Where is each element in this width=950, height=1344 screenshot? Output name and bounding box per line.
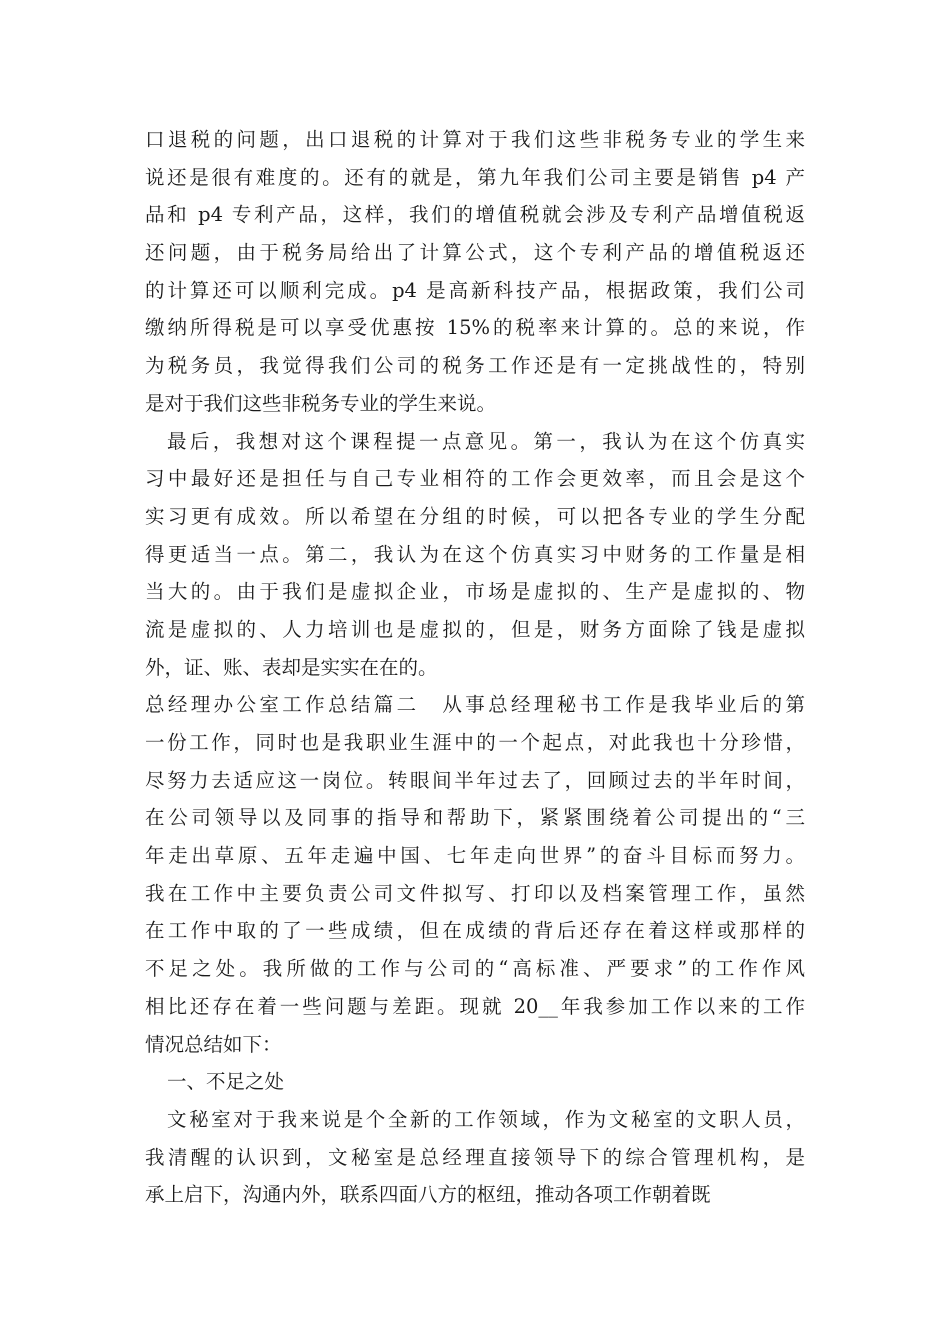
- text-line: 我在工作中主要负责公司文件拟写、打印以及档案管理工作，虽然: [145, 881, 805, 905]
- text-line: 习中最好还是担任与自己专业相符的工作会更效率，而且会是这个: [145, 467, 805, 491]
- text-line: 在工作中取的了一些成绩，但在成绩的背后还存在着这样或那样的: [145, 919, 805, 943]
- text-line: 尽努力去适应这一岗位。转眼间半年过去了，回顾过去的半年时间，: [145, 768, 805, 792]
- text-line: 不足之处。我所做的工作与公司的“高标准、严要求”的工作作风: [145, 957, 805, 981]
- text-line: 的计算还可以顺利完成。p4 是高新科技产品，根据政策，我们公司: [145, 278, 805, 302]
- text-line: 为税务员，我觉得我们公司的税务工作还是有一定挑战性的，特别: [145, 354, 805, 378]
- paragraph-p1: [145, 121, 805, 423]
- text-line: 我清醒的认识到，文秘室是总经理直接领导下的综合管理机构，是: [145, 1145, 805, 1169]
- text-line: 年走出草原、五年走遍中国、七年走向世界”的奋斗目标而努力。: [145, 844, 805, 868]
- text-line: 得更适当一点。第二，我认为在这个仿真实习中财务的工作量是相: [145, 542, 805, 566]
- paragraph-p2: [145, 423, 805, 687]
- text-line: 当大的。由于我们是虚拟企业，市场是虚拟的、生产是虚拟的、物: [145, 580, 805, 604]
- text-line: 一份工作，同时也是我职业生涯中的一个起点，对此我也十分珍惜，: [145, 731, 805, 754]
- text-line: 一、不足之处: [167, 1070, 285, 1094]
- paragraph-p3: [145, 686, 805, 1063]
- text-line: 情况总结如下：: [145, 1032, 282, 1056]
- text-line: 在公司领导以及同事的指导和帮助下，紧紧围绕着公司提出的“三: [145, 806, 805, 830]
- document-body: [145, 121, 805, 1214]
- text-line: 是对于我们这些非税务专业的学生来说。: [145, 391, 497, 415]
- text-line: 文秘室对于我来说是个全新的工作领域，作为文秘室的文职人员，: [167, 1107, 805, 1131]
- text-line: 相比还存在着一些问题与差距。现就 20__年我参加工作以来的工作: [145, 994, 805, 1018]
- text-line: 承上启下，沟通内外，联系四面八方的枢纽，推动各项工作朝着既: [145, 1183, 711, 1207]
- paragraph-p4: [145, 1063, 805, 1101]
- text-line: 还问题，由于税务局给出了计算公式，这个专利产品的增值税返还: [145, 241, 805, 265]
- text-line: 缴纳所得税是可以享受优惠按 15%的税率来计算的。总的来说，作: [145, 316, 805, 340]
- text-line: 外，证、账、表却是实实在在的。: [145, 655, 438, 679]
- text-line: 口退税的问题，出口退税的计算对于我们这些非税务专业的学生来: [145, 128, 805, 151]
- text-line: 流是虚拟的、人力培训也是虚拟的，但是，财务方面除了钱是虚拟: [145, 617, 805, 641]
- text-line: 总经理办公室工作总结篇二 从事总经理秘书工作是我毕业后的第: [145, 693, 805, 717]
- paragraph-p5: [145, 1101, 805, 1214]
- text-line: 说还是很有难度的。还有的就是，第九年我们公司主要是销售 p4 产: [145, 165, 805, 189]
- text-line: 品和 p4 专利产品，这样，我们的增值税就会涉及专利产品增值税返: [145, 203, 805, 227]
- text-line: 最后，我想对这个课程提一点意见。第一，我认为在这个仿真实: [167, 429, 805, 453]
- text-line: 实习更有成效。所以希望在分组的时候，可以把各专业的学生分配: [145, 504, 805, 528]
